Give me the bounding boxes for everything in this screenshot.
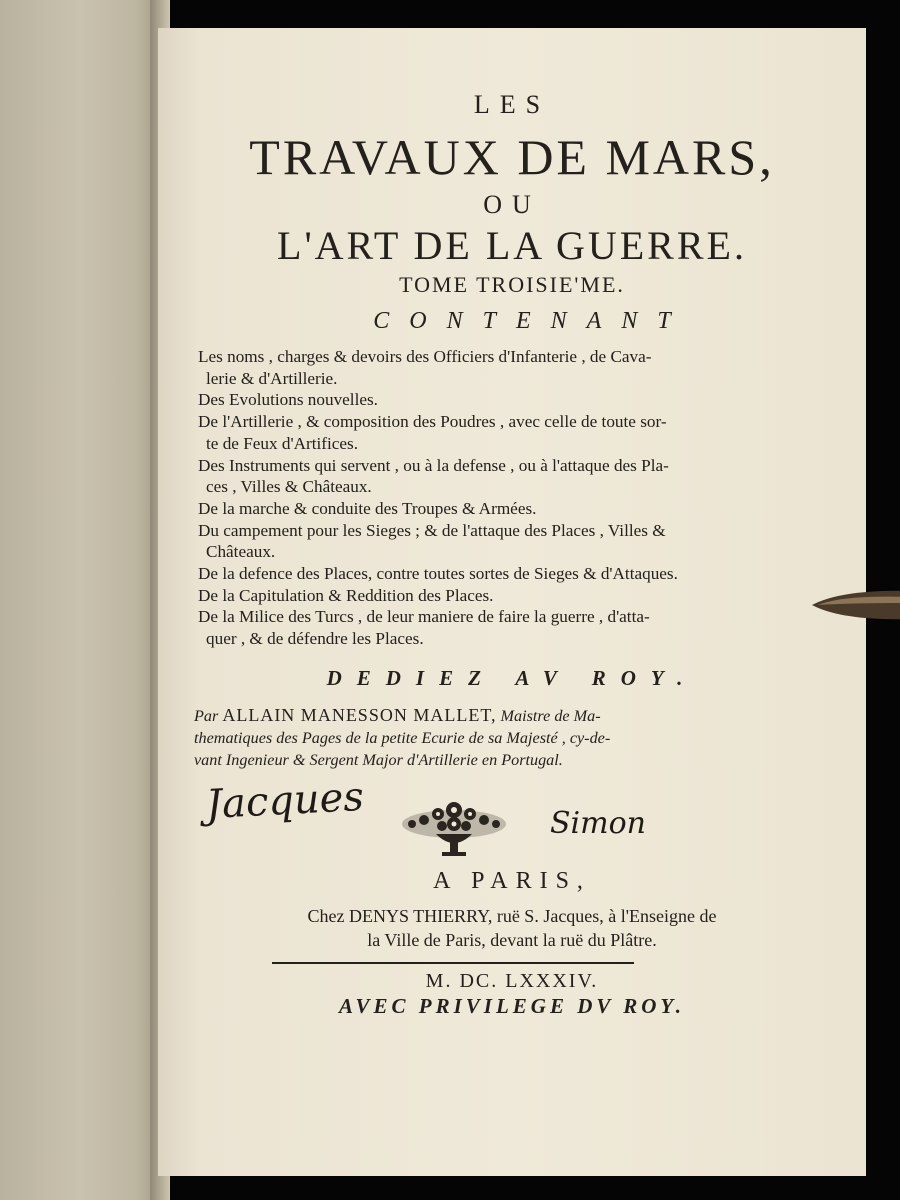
author-title: Maistre de Ma- (500, 707, 601, 725)
title-main: TRAVAUX DE MARS, (249, 129, 775, 185)
contents-line: Châteaux. (206, 542, 276, 562)
contents-line: ces , Villes & Châteaux. (206, 477, 372, 497)
contents-line: De la Milice des Turcs , de leur maniere de faire la guerre , d'atta- (198, 607, 650, 627)
author-block (194, 704, 814, 771)
title-les: LES (473, 90, 551, 119)
tome-label: TOME TROISIE'ME. (399, 272, 625, 297)
printer-ornament-icon (398, 794, 510, 858)
imprint-city: A PARIS, (433, 868, 591, 894)
contents-line: lerie & d'Artillerie. (206, 368, 338, 388)
author-line-3: vant Ingenieur & Sergent Major d'Artillerie en Portugal. (194, 751, 563, 769)
contents-line: De l'Artillerie , & composition des Poudres , avec celle de toute sor- (198, 412, 667, 432)
contents-line: De la defence des Places, contre toutes sortes de Sieges & d'Attaques. (198, 564, 678, 584)
publisher-line-2: la Ville de Paris, devant la ruë du Plâtre. (367, 930, 657, 950)
title-subtitle: L'ART DE LA GUERRE. (277, 223, 747, 268)
author-par: Par (194, 707, 219, 725)
contents-line: Les noms , charges & devoirs des Officiers d'Infanterie , de Cava- (198, 347, 652, 366)
contenant-heading: CONTENANT (373, 308, 691, 334)
title-ou: OU (483, 190, 541, 219)
signature-left: Jacques (204, 773, 365, 829)
horizontal-rule (272, 962, 634, 964)
publisher-block (158, 904, 866, 952)
contents-line: Des Evolutions nouvelles. (198, 390, 378, 410)
contents-line: quer , & de défendre les Places. (206, 629, 424, 649)
title-page (158, 28, 866, 1176)
privilege-line: AVEC PRIVILEGE DV ROY. (339, 994, 685, 1018)
left-page-edge (0, 0, 160, 1200)
contents-line: De la marche & conduite des Troupes & Armées. (198, 498, 537, 518)
contents-line: De la Capitulation & Reddition des Places. (198, 585, 494, 605)
author-line-2: thematiques des Pages de la petite Ecurie de sa Majesté , cy-de- (194, 729, 611, 747)
contents-line: Des Instruments qui servent , ou à la defense , ou à l'attaque des Pla- (198, 455, 669, 475)
publisher-line-1: Chez DENYS THIERRY, ruë S. Jacques, à l'Enseigne de (307, 906, 717, 926)
signature-right: Simon (550, 806, 646, 841)
pointer-pen-icon (812, 585, 900, 625)
dedication: DEDIEZ AV ROY. (326, 666, 698, 690)
contents-line: Du campement pour les Sieges ; & de l'attaque des Places , Villes & (198, 520, 666, 540)
author-line-1 (194, 704, 814, 727)
author-name: ALLAIN MANESSON MALLET, (222, 705, 497, 725)
contents-list (198, 346, 758, 650)
contents-line: te de Feux d'Artifices. (206, 433, 359, 453)
imprint-date: M. DC. LXXXIV. (425, 970, 599, 992)
